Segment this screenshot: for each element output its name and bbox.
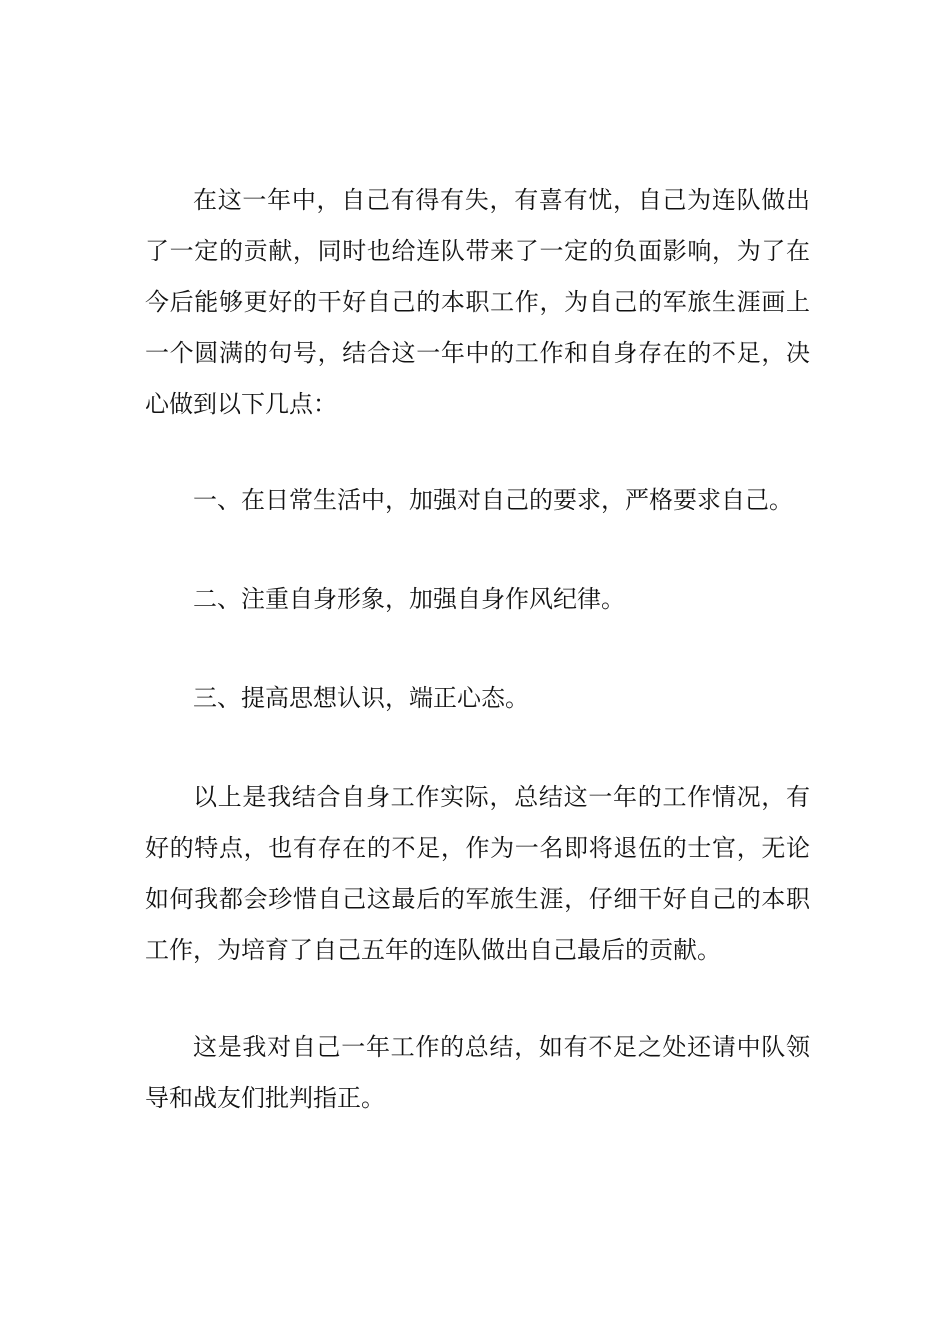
paragraph-point-two: 二、注重自身形象，加强自身作风纪律。 xyxy=(193,585,625,613)
paragraph-closing: 这是我对自己一年工作的总结，如有不足之处还请中队领导和战友们批判指正。 xyxy=(145,1033,810,1112)
paragraph-point-one: 一、在日常生活中，加强对自己的要求，严格要求自己。 xyxy=(193,486,793,514)
paragraph-point-three: 三、提高思想认识，端正心态。 xyxy=(193,684,529,712)
paragraph-intro: 在这一年中，自己有得有失，有喜有忧，自己为连队做出了一定的贡献，同时也给连队带来了一定的负面影响，为了在今后能够更好的干好自己的本职工作，为自己的军旅生涯画上一个圆满的句号，结合这一年中的工作和自身存在的不足，决心做到以下几点： xyxy=(145,186,810,418)
paragraph-summary: 以上是我结合自身工作实际，总结这一年的工作情况，有好的特点，也有存在的不足，作为一名即将退伍的士官，无论如何我都会珍惜自己这最后的军旅生涯，仔细干好自己的本职工作，为培育了自己五年的连队做出自己最后的贡献。 xyxy=(145,783,810,964)
